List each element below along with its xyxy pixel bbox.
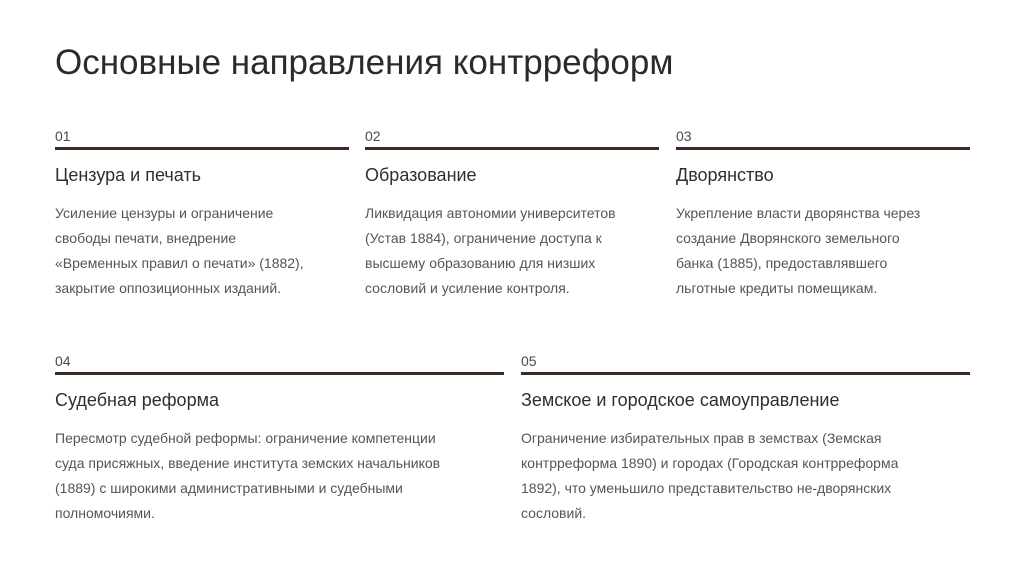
card-number: 02 bbox=[365, 128, 381, 144]
description-line: свободы печати, внедрение bbox=[55, 230, 237, 246]
card-description bbox=[521, 426, 970, 526]
description-line: сословий и усиление контроля. bbox=[365, 280, 570, 296]
description-line: сословий. bbox=[521, 505, 587, 521]
card-self-government bbox=[521, 352, 970, 526]
card-judicial-reform bbox=[55, 352, 504, 526]
description-line: (1889) с широкими административными и судебными bbox=[55, 480, 403, 496]
description-line: Укрепление власти дворянства через bbox=[676, 205, 921, 221]
description-line: 1892), что уменьшило представительство не-дворянских bbox=[521, 480, 892, 496]
description-line: полномочиями. bbox=[55, 505, 155, 521]
card-heading: Дворянство bbox=[676, 165, 774, 185]
card-education bbox=[365, 127, 659, 301]
card-description bbox=[676, 201, 970, 301]
card-nobility bbox=[676, 127, 970, 301]
card-number: 05 bbox=[521, 353, 537, 369]
card-divider bbox=[676, 147, 970, 150]
card-heading: Судебная реформа bbox=[55, 390, 219, 410]
card-heading: Образование bbox=[365, 165, 477, 185]
card-divider bbox=[365, 147, 659, 150]
description-line: суда присяжных, введение института земских начальников bbox=[55, 455, 441, 471]
description-line: льготные кредиты помещикам. bbox=[676, 280, 878, 296]
card-description bbox=[55, 426, 504, 526]
card-description bbox=[365, 201, 659, 301]
card-divider bbox=[55, 147, 349, 150]
description-line: Пересмотр судебной реформы: ограничение компетенции bbox=[55, 430, 436, 446]
description-line: Ограничение избирательных прав в земствах (Земская bbox=[521, 430, 882, 446]
card-description bbox=[55, 201, 349, 301]
description-line: Усиление цензуры и ограничение bbox=[55, 205, 274, 221]
description-line: банка (1885), предоставлявшего bbox=[676, 255, 888, 271]
description-line: «Временных правил о печати» (1882), bbox=[55, 255, 304, 271]
description-line: закрытие оппозиционных изданий. bbox=[55, 280, 282, 296]
card-heading: Цензура и печать bbox=[55, 165, 201, 185]
description-line: создание Дворянского земельного bbox=[676, 230, 900, 246]
description-line: контрреформа 1890) и городах (Городская контрреформа bbox=[521, 455, 899, 471]
page-title: Основные направления контрреформ bbox=[55, 43, 674, 82]
description-line: Ликвидация автономии университетов bbox=[365, 205, 616, 221]
card-number: 03 bbox=[676, 128, 692, 144]
card-number: 04 bbox=[55, 353, 71, 369]
description-line: (Устав 1884), ограничение доступа к bbox=[365, 230, 602, 246]
card-censorship bbox=[55, 127, 349, 301]
card-heading: Земское и городское самоуправление bbox=[521, 390, 840, 410]
card-divider bbox=[55, 372, 504, 375]
card-number: 01 bbox=[55, 128, 71, 144]
description-line: высшему образованию для низших bbox=[365, 255, 596, 271]
card-divider bbox=[521, 372, 970, 375]
